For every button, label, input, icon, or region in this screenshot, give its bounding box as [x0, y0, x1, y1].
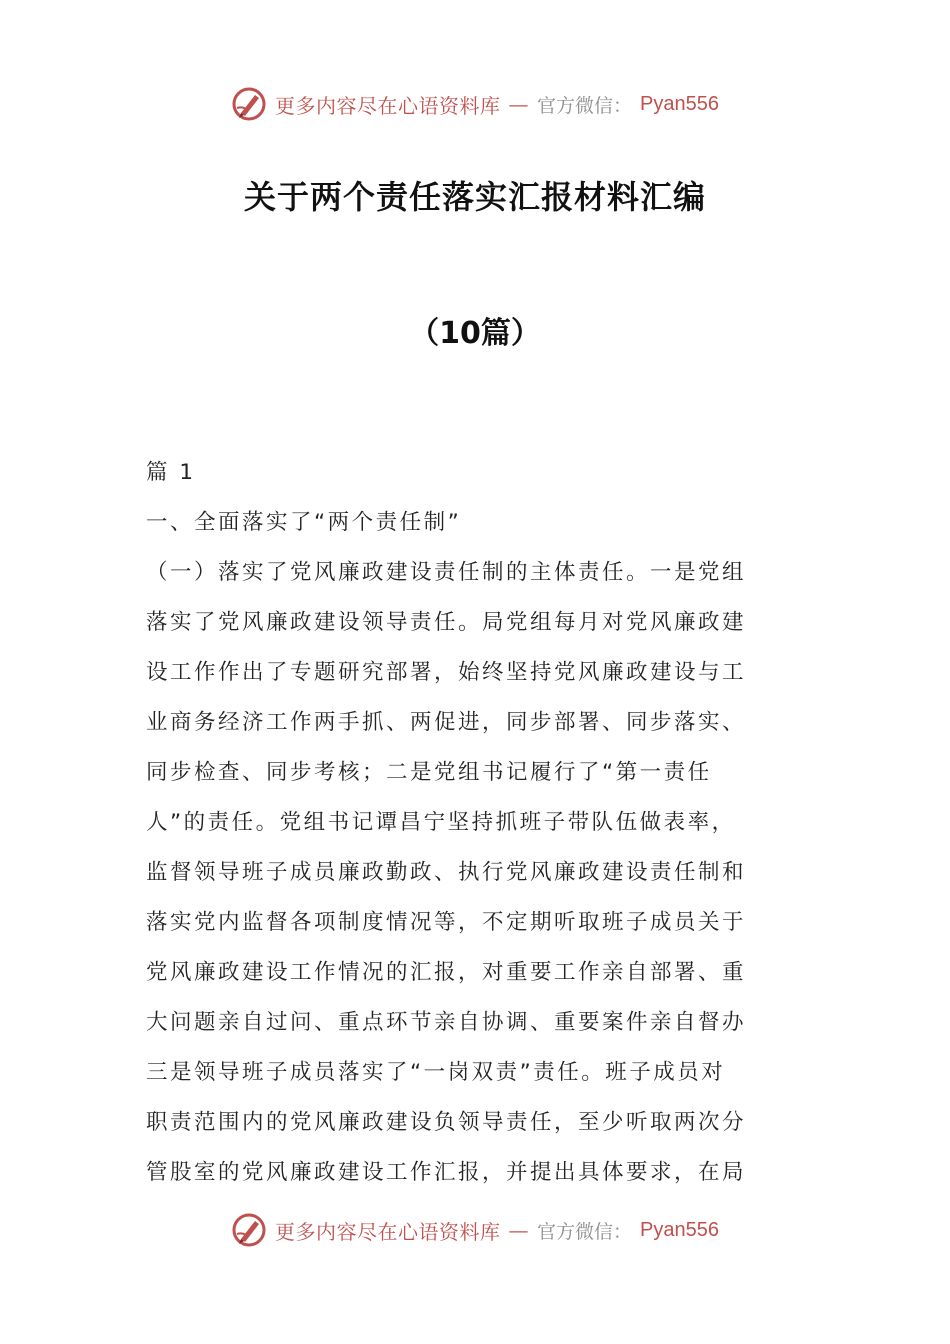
body-line: 人”的责任。党组书记谭昌宁坚持抓班子带队伍做表率， — [146, 810, 736, 835]
body-line: 大问题亲自过问、重点环节亲自协调、重要案件亲自督办 — [146, 1010, 747, 1035]
banner-wechat-label: 官方微信： — [537, 94, 633, 117]
body-line: 党风廉政建设工作情况的汇报，对重要工作亲自部署、重 — [146, 960, 747, 985]
header-banner — [0, 84, 950, 124]
body-line: 三是领导班子成员落实了“一岗双责”责任。班子成员对 — [146, 1060, 726, 1085]
document-title: 关于两个责任落实汇报材料汇编 — [243, 178, 706, 216]
pen-logo-icon — [231, 86, 267, 122]
banner-dash: — — [508, 92, 529, 116]
banner-slogan: 更多内容尽在心语资料库 — [275, 1219, 501, 1244]
banner-wechat-id: Pyan556 — [640, 1218, 719, 1241]
banner-wechat-label: 官方微信： — [537, 1220, 633, 1243]
pen-logo-icon — [231, 1212, 267, 1248]
footer-banner — [0, 1210, 950, 1250]
document-subtitle: （10篇） — [409, 316, 541, 351]
body-line: 业商务经济工作两手抓、两促进，同步部署、同步落实、 — [146, 710, 747, 735]
banner-slogan: 更多内容尽在心语资料库 — [275, 93, 501, 118]
banner-dash: — — [508, 1218, 529, 1242]
section-heading: 一、全面落实了“两个责任制” — [146, 510, 462, 535]
body-line: （一）落实了党风廉政建设责任制的主体责任。一是党组 — [146, 560, 747, 585]
banner-wechat-id: Pyan556 — [640, 92, 719, 115]
body-line: 落实党内监督各项制度情况等，不定期听取班子成员关于 — [146, 910, 747, 935]
body-line: 职责范围内的党风廉政建设负领导责任，至少听取两次分 — [146, 1110, 747, 1135]
body-line: 同步检查、同步考核；二是党组书记履行了“第一责任 — [146, 760, 712, 785]
body-line: 监督领导班子成员廉政勤政、执行党风廉政建设责任制和 — [146, 860, 747, 885]
body-line: 管股室的党风廉政建设工作汇报，并提出具体要求，在局 — [146, 1160, 747, 1185]
body-line: 设工作作出了专题研究部署，始终坚持党风廉政建设与工 — [146, 660, 747, 685]
section-label: 篇 1 — [146, 460, 196, 485]
document-body — [146, 448, 808, 1198]
body-line: 落实了党风廉政建设领导责任。局党组每月对党风廉政建 — [146, 610, 747, 635]
